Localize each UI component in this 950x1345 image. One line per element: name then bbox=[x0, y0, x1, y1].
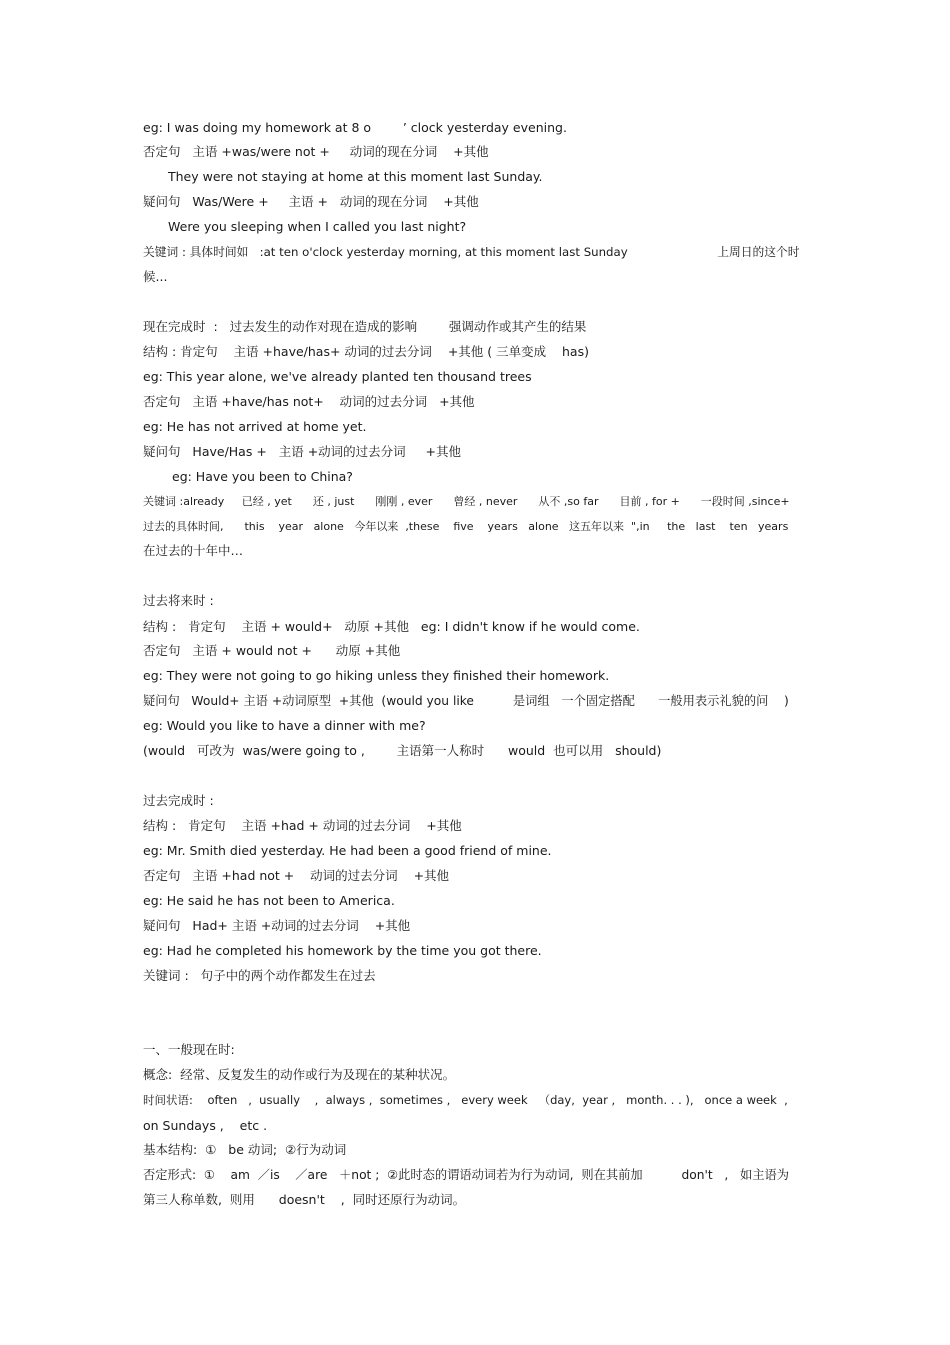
text-line: 基本结构: ① be 动词; ②行为动词 bbox=[143, 1142, 347, 1157]
text-line: eg: He has not arrived at home yet. bbox=[143, 419, 367, 434]
text-line: (would 可改为 was/were going to , 主语第一人称时 would 也可以用 should) bbox=[143, 743, 662, 758]
section-heading: 一、一般现在时: bbox=[143, 1042, 235, 1057]
text-line: 关键词 : 具体时间如 :at ten o'clock yesterday morning, at this moment last Sunday 上周日的这个时 bbox=[143, 245, 800, 259]
text-line: eg: They were not going to go hiking unless they finished their homework. bbox=[143, 668, 610, 683]
text-line: They were not staying at home at this moment last Sunday. bbox=[168, 169, 543, 184]
text-line: 否定句 主语 +had not + 动词的过去分词 +其他 bbox=[143, 868, 450, 883]
text-line: 结构 : 肯定句 主语 + would+ 动原 +其他 eg: I didn't know if he would come. bbox=[143, 619, 640, 634]
text-line: 第三人称单数, 则用 doesn't , 同时还原行为动词。 bbox=[143, 1192, 466, 1207]
text-line: eg: Mr. Smith died yesterday. He had been a good friend of mine. bbox=[143, 843, 552, 858]
text-line: 疑问句 Have/Has + 主语 +动词的过去分词 +其他 bbox=[143, 444, 462, 459]
text-line: eg: I was doing my homework at 8 o ’ clock yesterday evening. bbox=[143, 120, 567, 135]
section-heading: 现在完成时 : 过去发生的动作对现在造成的影响 强调动作或其产生的结果 bbox=[143, 319, 587, 334]
text-line: 关键词 :already 已经 , yet 还 , just 刚刚 , ever 曾经 , never 从不 ,so far 目前 , for + 一段时间 ,since+ bbox=[143, 495, 790, 508]
text-line: 过去的具体时间, this year alone 今年以来 ,these five years alone 这五年以来 ",in the last ten years bbox=[143, 520, 789, 533]
text-line: on Sundays , etc . bbox=[143, 1118, 268, 1133]
text-line: 时间状语: often , usually , always , sometimes , every week （day, year , month. . . ), once a week , bbox=[143, 1093, 788, 1107]
text-line: 结构 : 肯定句 主语 +have/has+ 动词的过去分词 +其他 ( 三单变成 has) bbox=[143, 344, 589, 359]
text-line: 概念: 经常、反复发生的动作或行为及现在的某种状况。 bbox=[143, 1067, 456, 1082]
text-line: eg: Would you like to have a dinner with me? bbox=[143, 718, 426, 733]
text-line: 结构 : 肯定句 主语 +had + 动词的过去分词 +其他 bbox=[143, 818, 462, 833]
section-heading: 过去完成时 : bbox=[143, 793, 214, 808]
text-line: 关键词 : 句子中的两个动作都发生在过去 bbox=[143, 968, 376, 983]
text-line: 在过去的十年中… bbox=[143, 543, 244, 558]
text-line: 疑问句 Would+ 主语 +动词原型 +其他 (would you like 是词组 一个固定搭配 一般用表示礼貌的问 ) bbox=[143, 694, 789, 708]
text-line: 否定句 主语 + would not + 动原 +其他 bbox=[143, 643, 401, 658]
text-line: eg: Had he completed his homework by the time you got there. bbox=[143, 943, 542, 958]
text-line: eg: He said he has not been to America. bbox=[143, 893, 395, 908]
text-line: eg: Have you been to China? bbox=[172, 469, 353, 484]
text-line: 疑问句 Had+ 主语 +动词的过去分词 +其他 bbox=[143, 918, 411, 933]
text-line: 否定句 主语 +was/were not + 动词的现在分词 +其他 bbox=[143, 144, 489, 159]
text-line: 候... bbox=[143, 269, 168, 284]
text-line: 否定形式: ① am ／is ／are ＋not ; ②此时态的谓语动词若为行为动词, 则在其前加 don't , 如主语为 bbox=[143, 1168, 789, 1182]
text-line: 疑问句 Was/Were + 主语 + 动词的现在分词 +其他 bbox=[143, 194, 479, 209]
text-line: Were you sleeping when I called you last night? bbox=[168, 219, 467, 234]
text-line: 否定句 主语 +have/has not+ 动词的过去分词 +其他 bbox=[143, 394, 475, 409]
section-heading: 过去将来时 : bbox=[143, 593, 214, 608]
text-line: eg: This year alone, we've already planted ten thousand trees bbox=[143, 369, 532, 384]
